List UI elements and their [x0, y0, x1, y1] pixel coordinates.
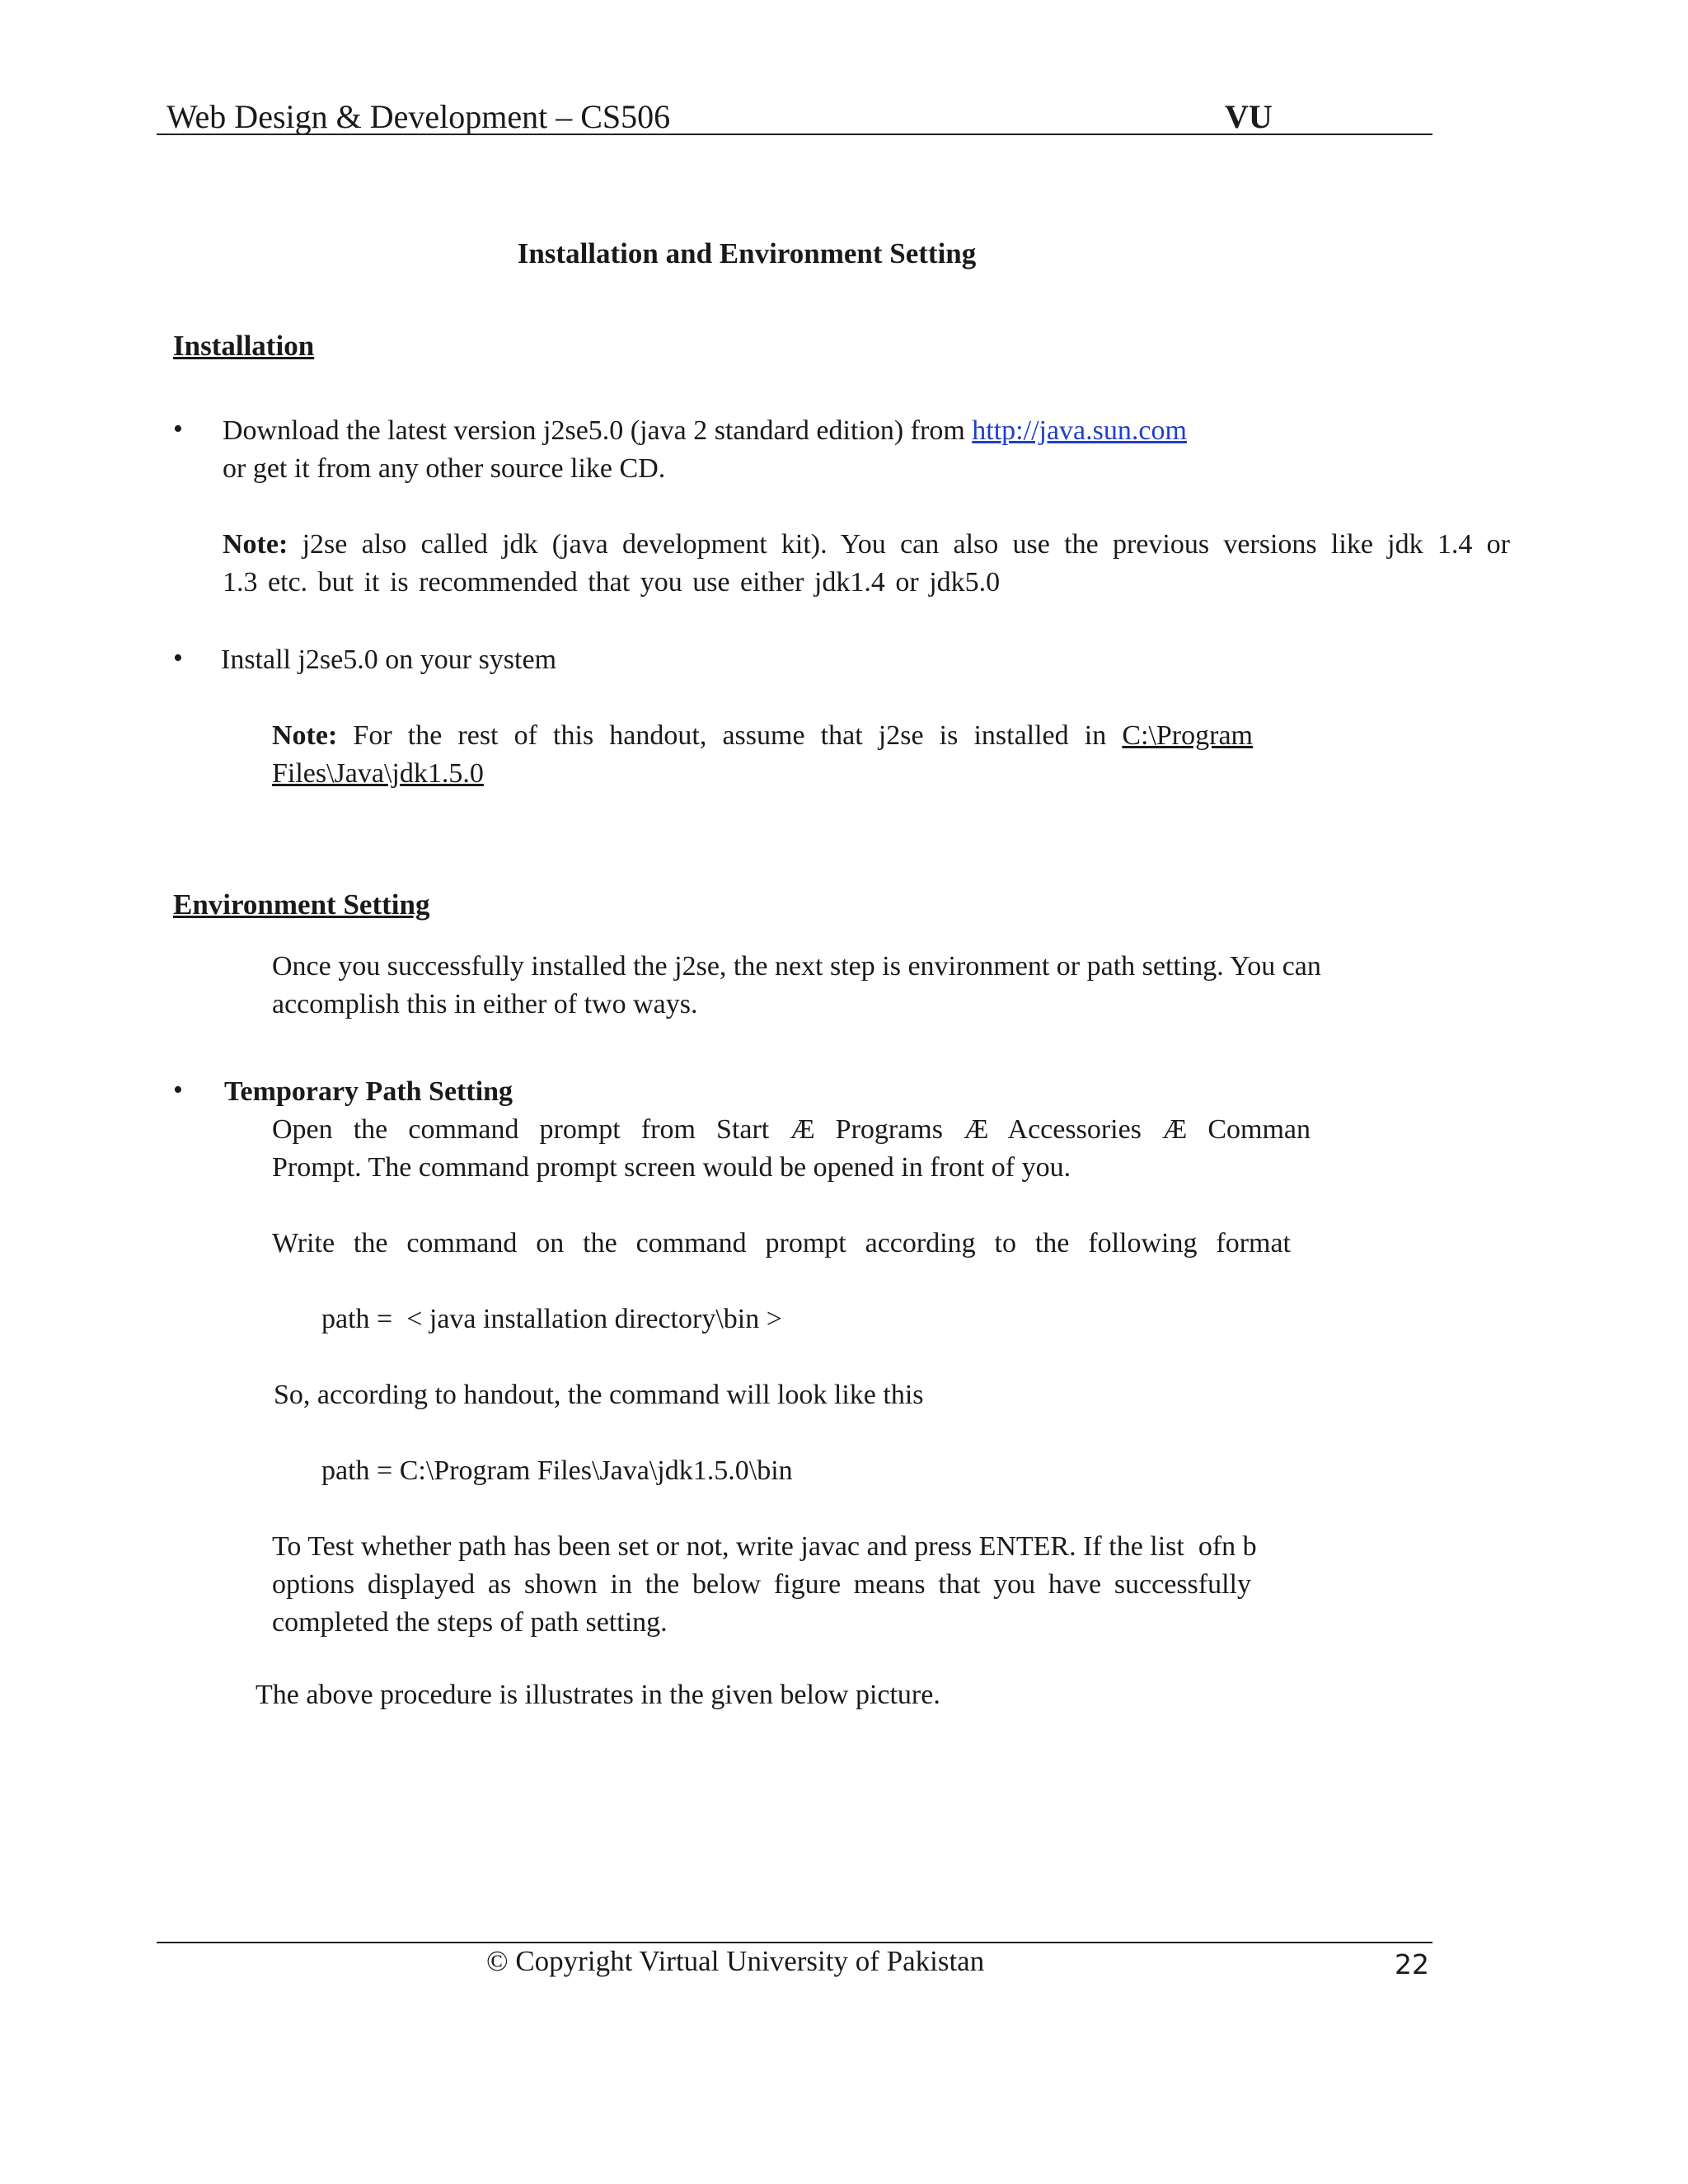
- temporary-path-heading: Temporary Path Setting: [224, 1076, 513, 1107]
- bullet-1-text: [223, 412, 1335, 450]
- bullet-2-text: Install j2se5.0 on your system: [221, 644, 557, 675]
- open-prompt-line2: Prompt. The command prompt screen would be opened in front of you.: [272, 1152, 1071, 1183]
- note-1-text: j2se also called jdk (java development kit). You can also use the previous versions like jdk 1.4 or: [288, 529, 1510, 560]
- java-sun-link[interactable]: http://java.sun.com: [972, 415, 1187, 446]
- bullet-1-line2: or get it from any other source like CD.: [223, 453, 666, 484]
- install-path-part1: C:\Program: [1122, 720, 1253, 751]
- environment-intro-line1: Once you successfully installed the j2se, the next step is environment or path setting. You can: [272, 951, 1321, 982]
- footer-divider: [157, 1942, 1432, 1943]
- note-1-line1: [223, 526, 1510, 564]
- path-format-line: path = < java installation directory\bin >: [321, 1304, 782, 1334]
- footer-copyright: © Copyright Virtual University of Pakistan: [486, 1945, 985, 1977]
- path-command-line: path = C:\Program Files\Java\jdk1.5.0\bin: [321, 1455, 793, 1486]
- test-path-line3: completed the steps of path setting.: [272, 1607, 668, 1638]
- open-prompt-line1: Open the command prompt from Start Æ Programs Æ Accessories Æ Comman: [272, 1114, 1311, 1145]
- bullet-1: •: [173, 414, 183, 444]
- bullet-1-line1: Download the latest version j2se5.0 (java 2 standard edition) from: [223, 415, 973, 446]
- install-path-part2: Files\Java\jdk1.5.0: [272, 758, 484, 789]
- note-2-label: Note:: [272, 720, 338, 751]
- note-2-line1: [272, 717, 1253, 755]
- header-divider: [157, 134, 1432, 135]
- note-1-label: Note:: [223, 529, 288, 560]
- note-2-text: For the rest of this handout, assume that j2se is installed in: [337, 720, 1123, 751]
- so-according-line: So, according to handout, the command will look like this: [274, 1380, 924, 1410]
- environment-intro-line2: accomplish this in either of two ways.: [272, 989, 698, 1019]
- bullet-2: •: [173, 643, 183, 673]
- installation-heading: Installation: [173, 330, 315, 362]
- write-command-line: Write the command on the command prompt according to the following format: [272, 1228, 1291, 1258]
- header-institution: VU: [1225, 98, 1273, 135]
- test-path-line2: options displayed as shown in the below figure means that you have successfully: [272, 1569, 1251, 1600]
- test-path-line1: To Test whether path has been set or not, write javac and press ENTER. If the list ofn b: [272, 1531, 1257, 1562]
- procedure-line: The above procedure is illustrates in the given below picture.: [256, 1680, 940, 1710]
- page-title: [0, 237, 1688, 270]
- page-number: 22: [1395, 1948, 1429, 1980]
- page-title-text: Installation and Environment Setting: [517, 237, 977, 269]
- environment-heading: Environment Setting: [173, 888, 430, 921]
- header-course-title: Web Design & Development – CS506: [166, 98, 671, 135]
- bullet-3: •: [173, 1075, 183, 1105]
- note-1-line2: 1.3 etc. but it is recommended that you use either jdk1.4 or jdk5.0: [223, 567, 1001, 598]
